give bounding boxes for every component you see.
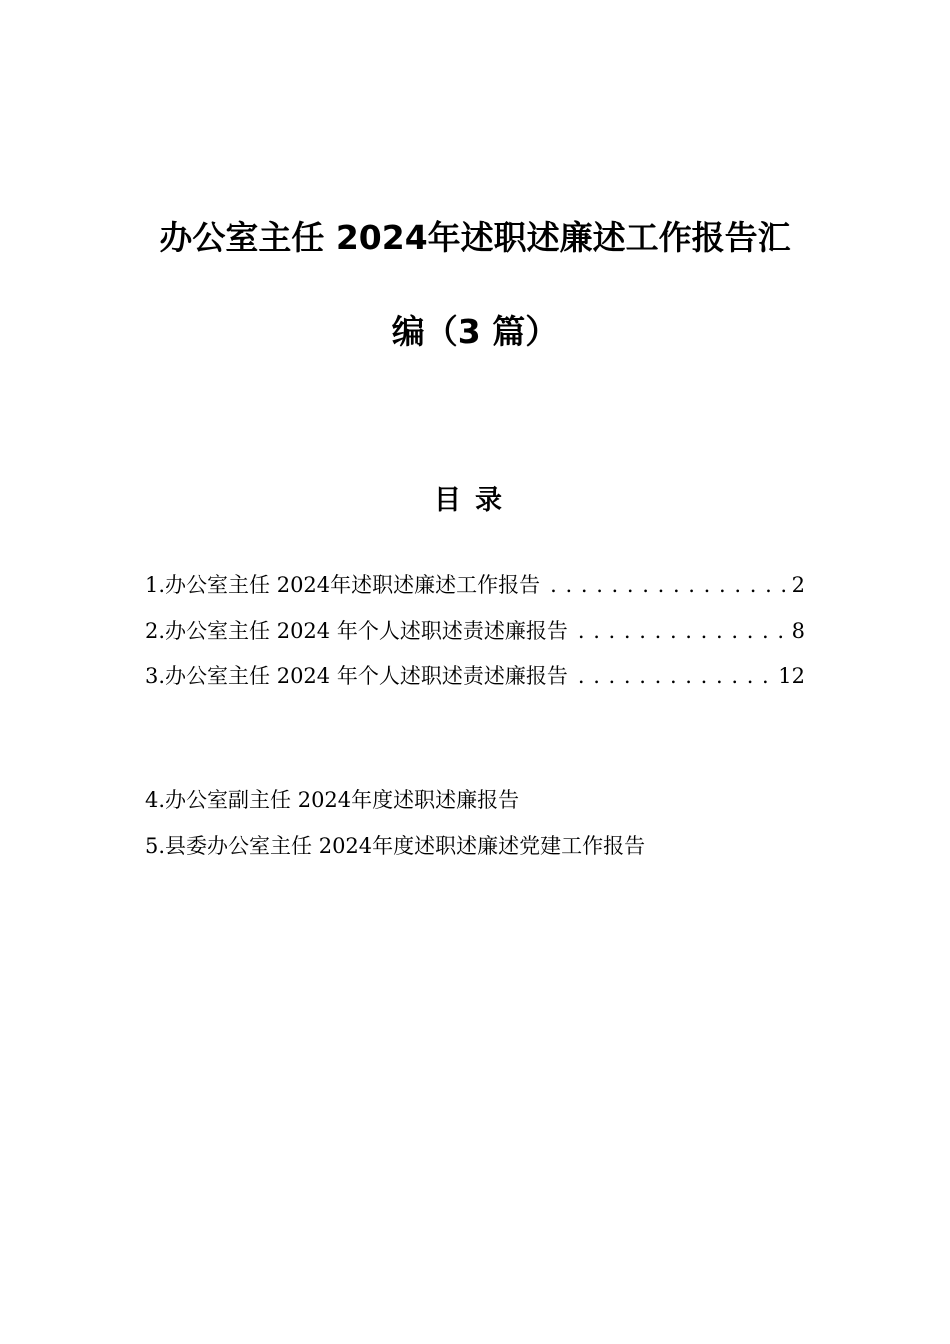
toc-entry-2[interactable] xyxy=(145,616,805,646)
toc-page-number: 8 xyxy=(791,619,805,643)
toc-page-number: 12 xyxy=(778,664,805,688)
toc-entry-text: 3.办公室主任 2024 年个人述职述责述廉报告 xyxy=(145,664,568,688)
toc-entry-1[interactable] xyxy=(145,570,805,600)
list-item-5: 5.县委办公室主任 2024年度述职述廉述党建工作报告 xyxy=(145,834,646,858)
toc-entry-text: 2.办公室主任 2024 年个人述职述责述廉报告 xyxy=(145,619,568,643)
toc-page-number: 2 xyxy=(791,573,805,597)
list-item-4: 4.办公室副主任 2024年度述职述廉报告 xyxy=(145,788,520,812)
document-title-line-1: 办公室主任 2024年述职述廉述工作报告汇 xyxy=(159,218,791,257)
toc-dot-leader xyxy=(578,661,772,691)
toc-dot-leader xyxy=(578,616,786,646)
toc-entry-text: 1.办公室主任 2024年述职述廉述工作报告 xyxy=(145,573,541,597)
toc-dot-leader xyxy=(550,570,785,600)
toc-heading: 目录 xyxy=(434,485,516,516)
document-title-line-2: 编（3 篇） xyxy=(391,312,559,351)
toc-entry-3[interactable] xyxy=(145,661,805,691)
